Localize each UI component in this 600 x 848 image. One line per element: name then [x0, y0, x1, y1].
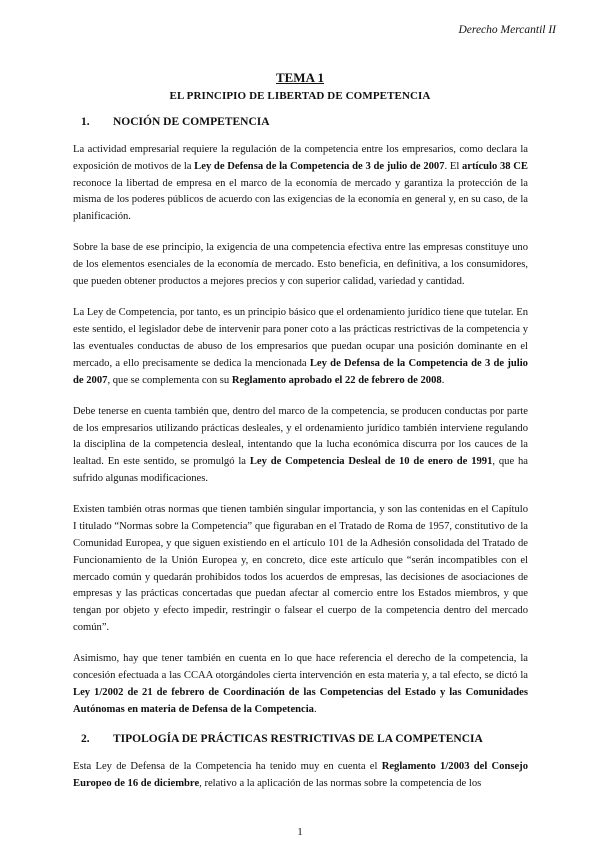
section-heading [73, 733, 528, 745]
body-content [73, 116, 528, 807]
section-number: 2. [81, 732, 90, 745]
paragraph: Existen también otras normas que tienen también singular importancia, y son las contenidas en el Capítulo I titulado “Normas sobre la Competencia” que figuraban en el Tratado de Roma de 1957, constitutivo de la Comunidad Europea, y que siguen existiendo en el artículo 101 de la Adhesión consolidada del Tratado de Funcionamiento de la Unión Europea y, en concreto, dice este artículo que “serán incompatibles con el mercado común y quedarán prohibidos todos los acuerdos de empresas, las decisiones de asociaciones de empresas y las prácticas concertadas que puedan afectar al comercio entre los Estados miembros, y que tengan por objeto y efecto impedir, restringir o falsear el cuerpo de la competencia dentro del mercado común”. [73, 504, 528, 633]
paragraph: Sobre la base de ese principio, la exigencia de una competencia efectiva entre las empresas constituye uno de los elementos esenciales de la economía de mercado. Esto beneficia, en definitiva, a los consumidores, que pueden obtener productos a mejores precios y con superior calidad, variedad y cantidad. [73, 242, 528, 288]
section-heading [73, 116, 528, 128]
section-title: TIPOLOGÍA DE PRÁCTICAS RESTRICTIVAS DE LA COMPETENCIA [113, 732, 483, 745]
section-number: 1. [81, 116, 90, 128]
chapter-title: TEMA 1 [275, 70, 325, 85]
paragraph: La actividad empresarial requiere la regulación de la competencia entre los empresarios, como declara la exposición de motivos de la Ley de Defensa de la Competencia de 3 de julio de 2007. El artículo 38 CE reconoce la libertad de empresa en el marco de la economía de mercado y garantiza la protección de la misma de los poderes públicos de acuerdo con las exigencias de la economía en general y, en su caso, de la planificación. [73, 144, 528, 223]
running-header: Derecho Mercantil II [458, 24, 556, 36]
paragraph: Asimismo, hay que tener también en cuenta en lo que hace referencia el derecho de la competencia, la concesión efectuada a las CCAA otorgándoles cierta intervención en esta materia y, a tal efecto, se dictó la Ley 1/2002 de 21 de febrero de Coordinación de las Competencias del Estado y las Comunidades Autónomas en materia de Defensa de la Competencia. [73, 653, 528, 715]
chapter-subtitle: EL PRINCIPIO DE LIBERTAD DE COMPETENCIA [169, 90, 431, 102]
title-block [0, 70, 600, 102]
paragraph: Debe tenerse en cuenta también que, dentro del marco de la competencia, se producen conductas por parte de los empresarios utilizando prácticas desleales, y el ordenamiento jurídico también interviene regulando la disciplina de la competencia desleal, intentando que la lucha económica discurra por los cauces de la lealtad. En este sentido, se promulgó la Ley de Competencia Desleal de 10 de enero de 1991, que ha sufrido algunas modificaciones. [73, 405, 528, 485]
paragraph: Esta Ley de Defensa de la Competencia ha tenido muy en cuenta el Reglamento 1/2003 del Consejo Europeo de 16 de diciembre, relativo a la aplicación de las normas sobre la competencia de los [73, 760, 528, 789]
paragraph: La Ley de Competencia, por tanto, es un principio básico que el ordenamiento jurídico tiene que tutelar. En este sentido, el legislador debe de intervenir para poner coto a las prácticas restrictivas de la competencia y las eventuales conductas de abuso de los empresarios que puedan ocupar una posición dominante en el mercado, a ello precisamente se dedica la mencionada Ley de Defensa de la Competencia de 3 de julio de 2007, que se complementa con su Reglamento aprobado el 22 de febrero de 2008. [73, 307, 528, 386]
page-number: 1 [297, 826, 303, 838]
section-title: NOCIÓN DE COMPETENCIA [113, 116, 270, 128]
